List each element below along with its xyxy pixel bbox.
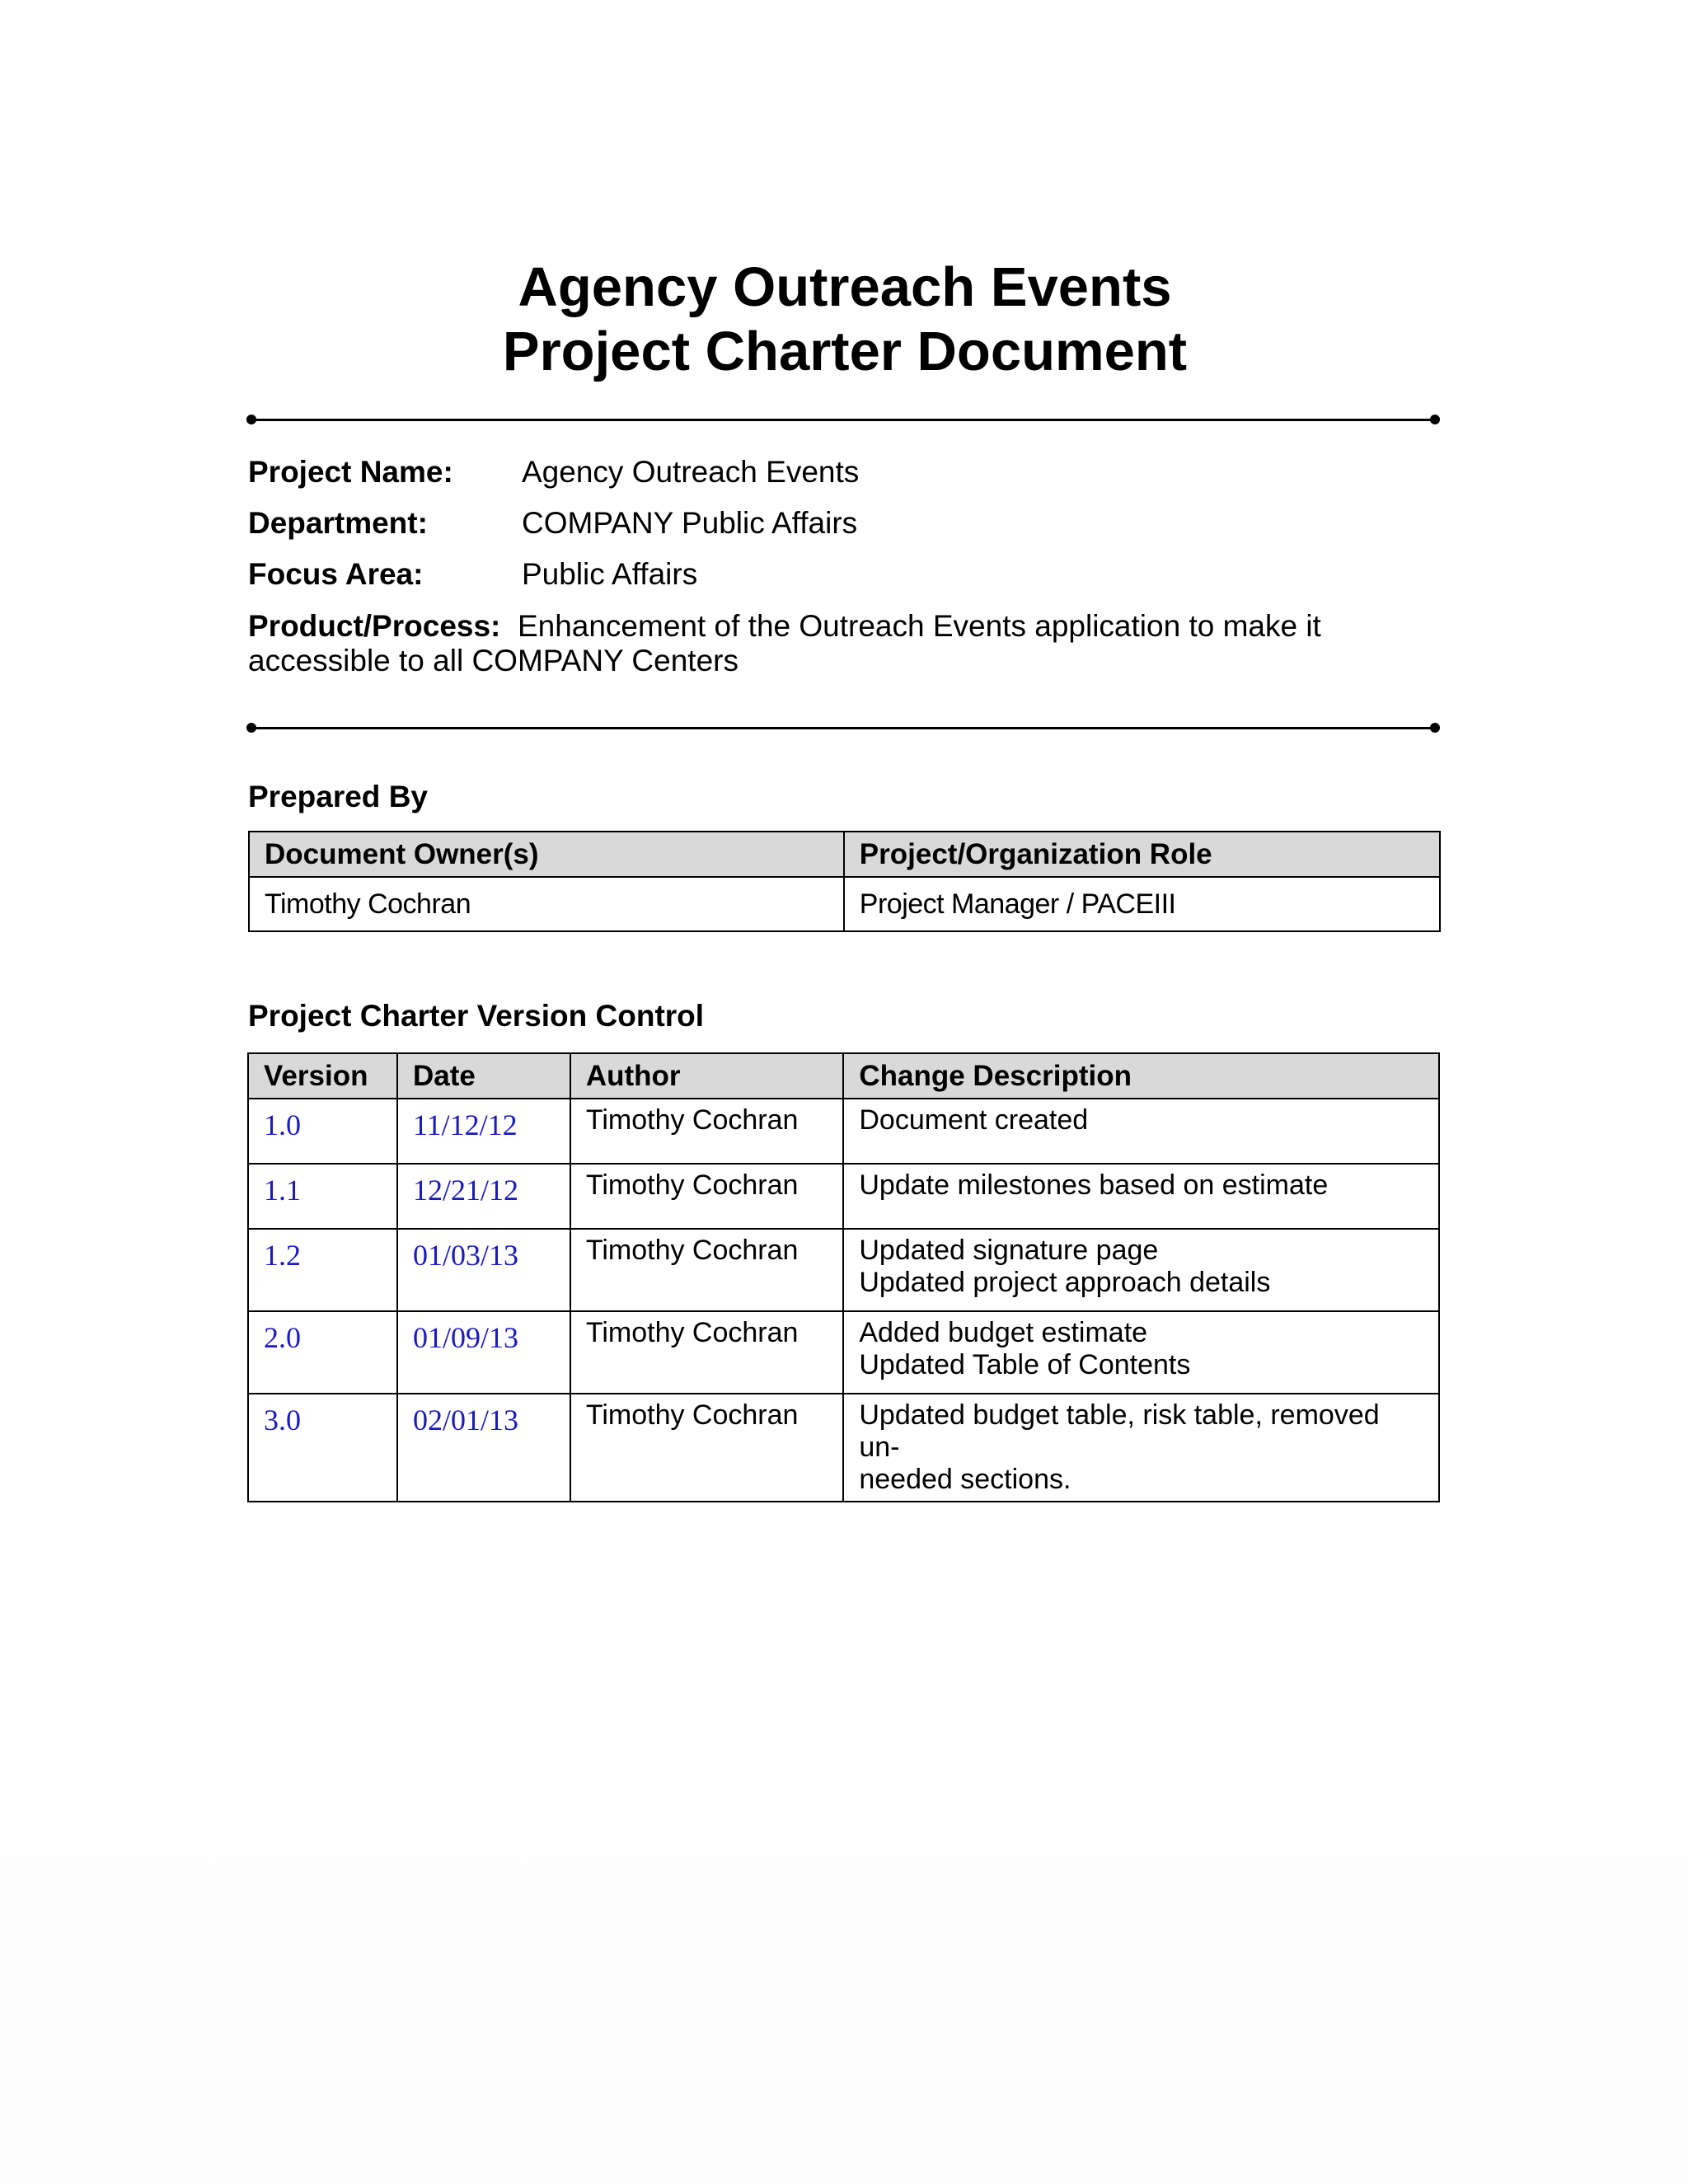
date-cell: 12/21/12	[397, 1164, 570, 1229]
project-name-row	[248, 455, 860, 490]
change-description-line: needed sections.	[859, 1464, 1071, 1495]
divider-top	[251, 419, 1435, 421]
role-cell: Project Manager / PACEIII	[844, 877, 1440, 931]
column-header-change-description: Change Description	[843, 1053, 1439, 1099]
change-description-line: Updated signature page	[859, 1235, 1159, 1266]
prepared-by-heading: Prepared By	[248, 780, 428, 813]
change-description-cell	[843, 1164, 1439, 1229]
version-cell: 1.2	[248, 1229, 397, 1311]
date-cell: 01/09/13	[397, 1311, 570, 1394]
project-name-value: Agency Outreach Events	[522, 455, 860, 489]
change-description-cell	[843, 1311, 1439, 1394]
table-row	[249, 877, 1440, 931]
column-header-role: Project/Organization Role	[844, 832, 1440, 877]
change-description-cell	[843, 1394, 1439, 1502]
date-cell: 02/01/13	[397, 1394, 570, 1502]
date-cell: 11/12/12	[397, 1099, 570, 1164]
author-cell: Timothy Cochran	[570, 1311, 844, 1394]
department-label: Department:	[248, 506, 428, 540]
change-description-line: Document created	[859, 1104, 1089, 1136]
column-header-version: Version	[248, 1053, 397, 1099]
author-cell: Timothy Cochran	[570, 1229, 844, 1311]
table-row	[248, 1099, 1439, 1164]
focus-area-row	[248, 557, 698, 592]
product-process-value: Enhancement of the Outreach Events application to make it accessible to all COMPANY Centers	[248, 609, 1321, 677]
title-line-1: Agency Outreach Events	[518, 256, 1172, 318]
title-line-2: Project Charter Document	[502, 321, 1188, 382]
table-row	[248, 1311, 1439, 1394]
author-cell: Timothy Cochran	[570, 1099, 844, 1164]
version-cell: 2.0	[248, 1311, 397, 1394]
change-description-line: Updated project approach details	[859, 1267, 1271, 1298]
table-row	[248, 1229, 1439, 1311]
table-row	[248, 1394, 1439, 1502]
version-cell: 3.0	[248, 1394, 397, 1502]
product-process-label: Product/Process:	[248, 609, 501, 643]
prepared-by-table	[248, 831, 1441, 932]
product-process-row	[248, 609, 1402, 678]
version-control-table	[247, 1052, 1440, 1502]
version-control-heading: Project Charter Version Control	[248, 999, 705, 1033]
change-description-line: Update milestones based on estimate	[859, 1169, 1329, 1201]
department-row	[248, 506, 858, 541]
change-description-cell	[843, 1229, 1439, 1311]
department-value: COMPANY Public Affairs	[522, 506, 858, 540]
table-row	[248, 1164, 1439, 1229]
author-cell: Timothy Cochran	[570, 1394, 844, 1502]
column-header-date: Date	[397, 1053, 570, 1099]
column-header-author: Author	[570, 1053, 844, 1099]
date-cell: 01/03/13	[397, 1229, 570, 1311]
change-description-line: Updated Table of Contents	[859, 1349, 1191, 1380]
column-header-owner: Document Owner(s)	[249, 832, 844, 877]
change-description-line: Added budget estimate	[859, 1317, 1148, 1348]
table-header-row	[248, 1053, 1439, 1099]
change-description-line: Updated budget table, risk table, removed un-	[859, 1399, 1380, 1463]
table-header-row	[249, 832, 1440, 877]
document-title	[247, 255, 1442, 384]
project-name-label: Project Name:	[248, 455, 453, 489]
owner-cell: Timothy Cochran	[249, 877, 844, 931]
version-cell: 1.1	[248, 1164, 397, 1229]
focus-area-value: Public Affairs	[522, 557, 698, 591]
change-description-cell	[843, 1099, 1439, 1164]
version-cell: 1.0	[248, 1099, 397, 1164]
author-cell: Timothy Cochran	[570, 1164, 844, 1229]
focus-area-label: Focus Area:	[248, 557, 424, 591]
divider-bottom	[251, 727, 1435, 729]
